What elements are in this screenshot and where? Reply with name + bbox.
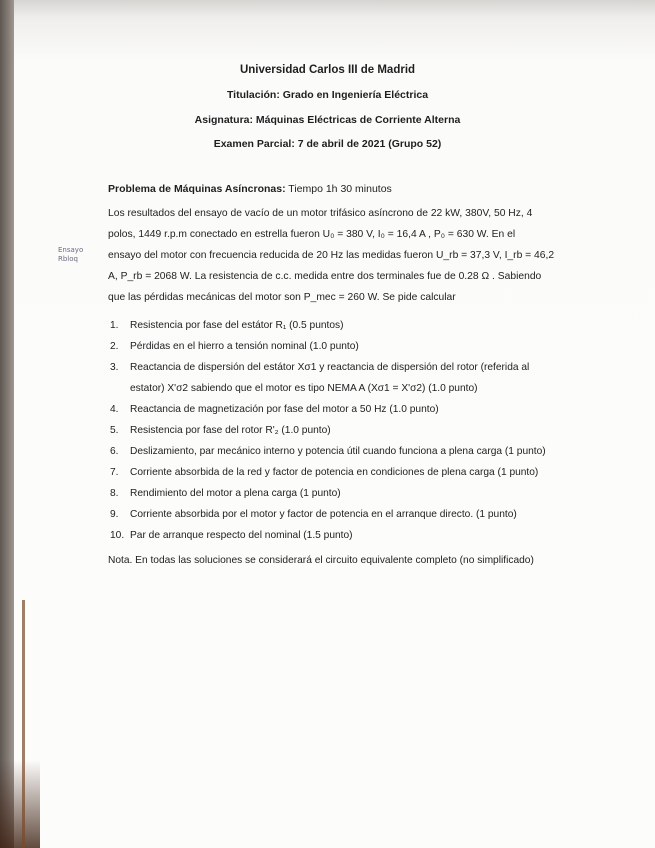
item-number: 2.	[110, 341, 119, 352]
list-item	[110, 404, 439, 415]
exam-date: Examen Parcial: 7 de abril de 2021 (Grupo 52)	[213, 138, 442, 150]
university-title: Universidad Carlos III de Madrid	[239, 64, 416, 76]
problem-line-1: Los resultados del ensayo de vacío de un motor trifásico asíncrono de 22 kW, 380V, 50 Hz, 4	[108, 208, 533, 219]
problem-line-5: que las pérdidas mecánicas del motor son P_mec = 260 W. Se pide calcular	[108, 292, 456, 303]
exam-sheet	[14, 0, 655, 848]
item-text: Par de arranque respecto del nominal (1.5 punto)	[130, 530, 353, 541]
item-text: Corriente absorbida de la red y factor de potencia en condiciones de plena carga (1 punto)	[130, 467, 539, 478]
list-item	[110, 467, 538, 478]
item-number: 8.	[110, 488, 119, 499]
list-item	[110, 446, 546, 457]
item-text: Pérdidas en el hierro a tensión nominal (1.0 punto)	[130, 341, 359, 352]
item-number: 6.	[110, 446, 119, 457]
item-text: Rendimiento del motor a plena carga (1 punto)	[130, 488, 341, 499]
item-text: Corriente absorbida por el motor y factor de potencia en el arranque directo. (1 punto)	[130, 509, 517, 520]
paper-edge-line	[22, 600, 25, 848]
list-item	[110, 509, 517, 520]
item-continuation: estator) X'σ2 sabiendo que el motor es tipo NEMA A (Xσ1 = X'σ2) (1.0 punto)	[130, 383, 478, 394]
margin-note-line-2: Rbloq	[58, 255, 78, 263]
list-item	[110, 362, 529, 373]
list-item	[110, 320, 344, 331]
exam-note: Nota. En todas las soluciones se considerará el circuito equivalente completo (no simplificado)	[108, 555, 534, 566]
item-text: Reactancia de magnetización por fase del motor a 50 Hz (1.0 punto)	[130, 404, 439, 415]
item-text: Resistencia por fase del rotor R'₂ (1.0 punto)	[130, 425, 331, 436]
item-number: 7.	[110, 467, 119, 478]
item-text: Deslizamiento, par mecánico interno y potencia útil cuando funciona a plena carga (1 punto)	[130, 446, 546, 457]
list-item	[110, 425, 331, 436]
list-item	[110, 341, 359, 352]
subject-title: Asignatura: Máquinas Eléctricas de Corriente Alterna	[194, 114, 461, 126]
problem-line-2: polos, 1449 r.p.m conectado en estrella fueron U₀ = 380 V, I₀ = 16,4 A , P₀ = 630 W. En el	[108, 229, 516, 240]
item-text: Reactancia de dispersión del estátor Xσ1 y reactancia de dispersión del rotor (referida al	[130, 362, 530, 373]
item-number: 9.	[110, 509, 119, 520]
problem-line-4: A, P_rb = 2068 W. La resistencia de c.c. medida entre dos terminales fue de 0.28 Ω . Sabiendo	[108, 271, 542, 282]
problem-title-time: Tiempo 1h 30 minutos	[285, 183, 392, 195]
item-text: Resistencia por fase del estátor R₁ (0.5 puntos)	[130, 320, 344, 331]
list-item	[110, 488, 341, 499]
item-number: 10.	[110, 530, 125, 541]
problem-line-3: ensayo del motor con frecuencia reducida de 20 Hz las medidas fueron U_rb = 37,3 V, I_rb = 46,2	[108, 250, 555, 261]
problem-title-bold: Problema de Máquinas Asíncronas:	[108, 183, 286, 195]
item-number: 1.	[110, 320, 119, 331]
list-item	[110, 530, 353, 541]
margin-note-line-1: Ensayo	[58, 246, 84, 254]
photo-corner-shadow	[0, 760, 40, 848]
item-number: 3.	[110, 362, 119, 373]
handwritten-margin-note	[58, 246, 83, 264]
problem-title	[108, 183, 392, 195]
item-number: 5.	[110, 425, 119, 436]
degree-title: Titulación: Grado en Ingeniería Eléctrica	[226, 89, 429, 101]
item-number: 4.	[110, 404, 119, 415]
